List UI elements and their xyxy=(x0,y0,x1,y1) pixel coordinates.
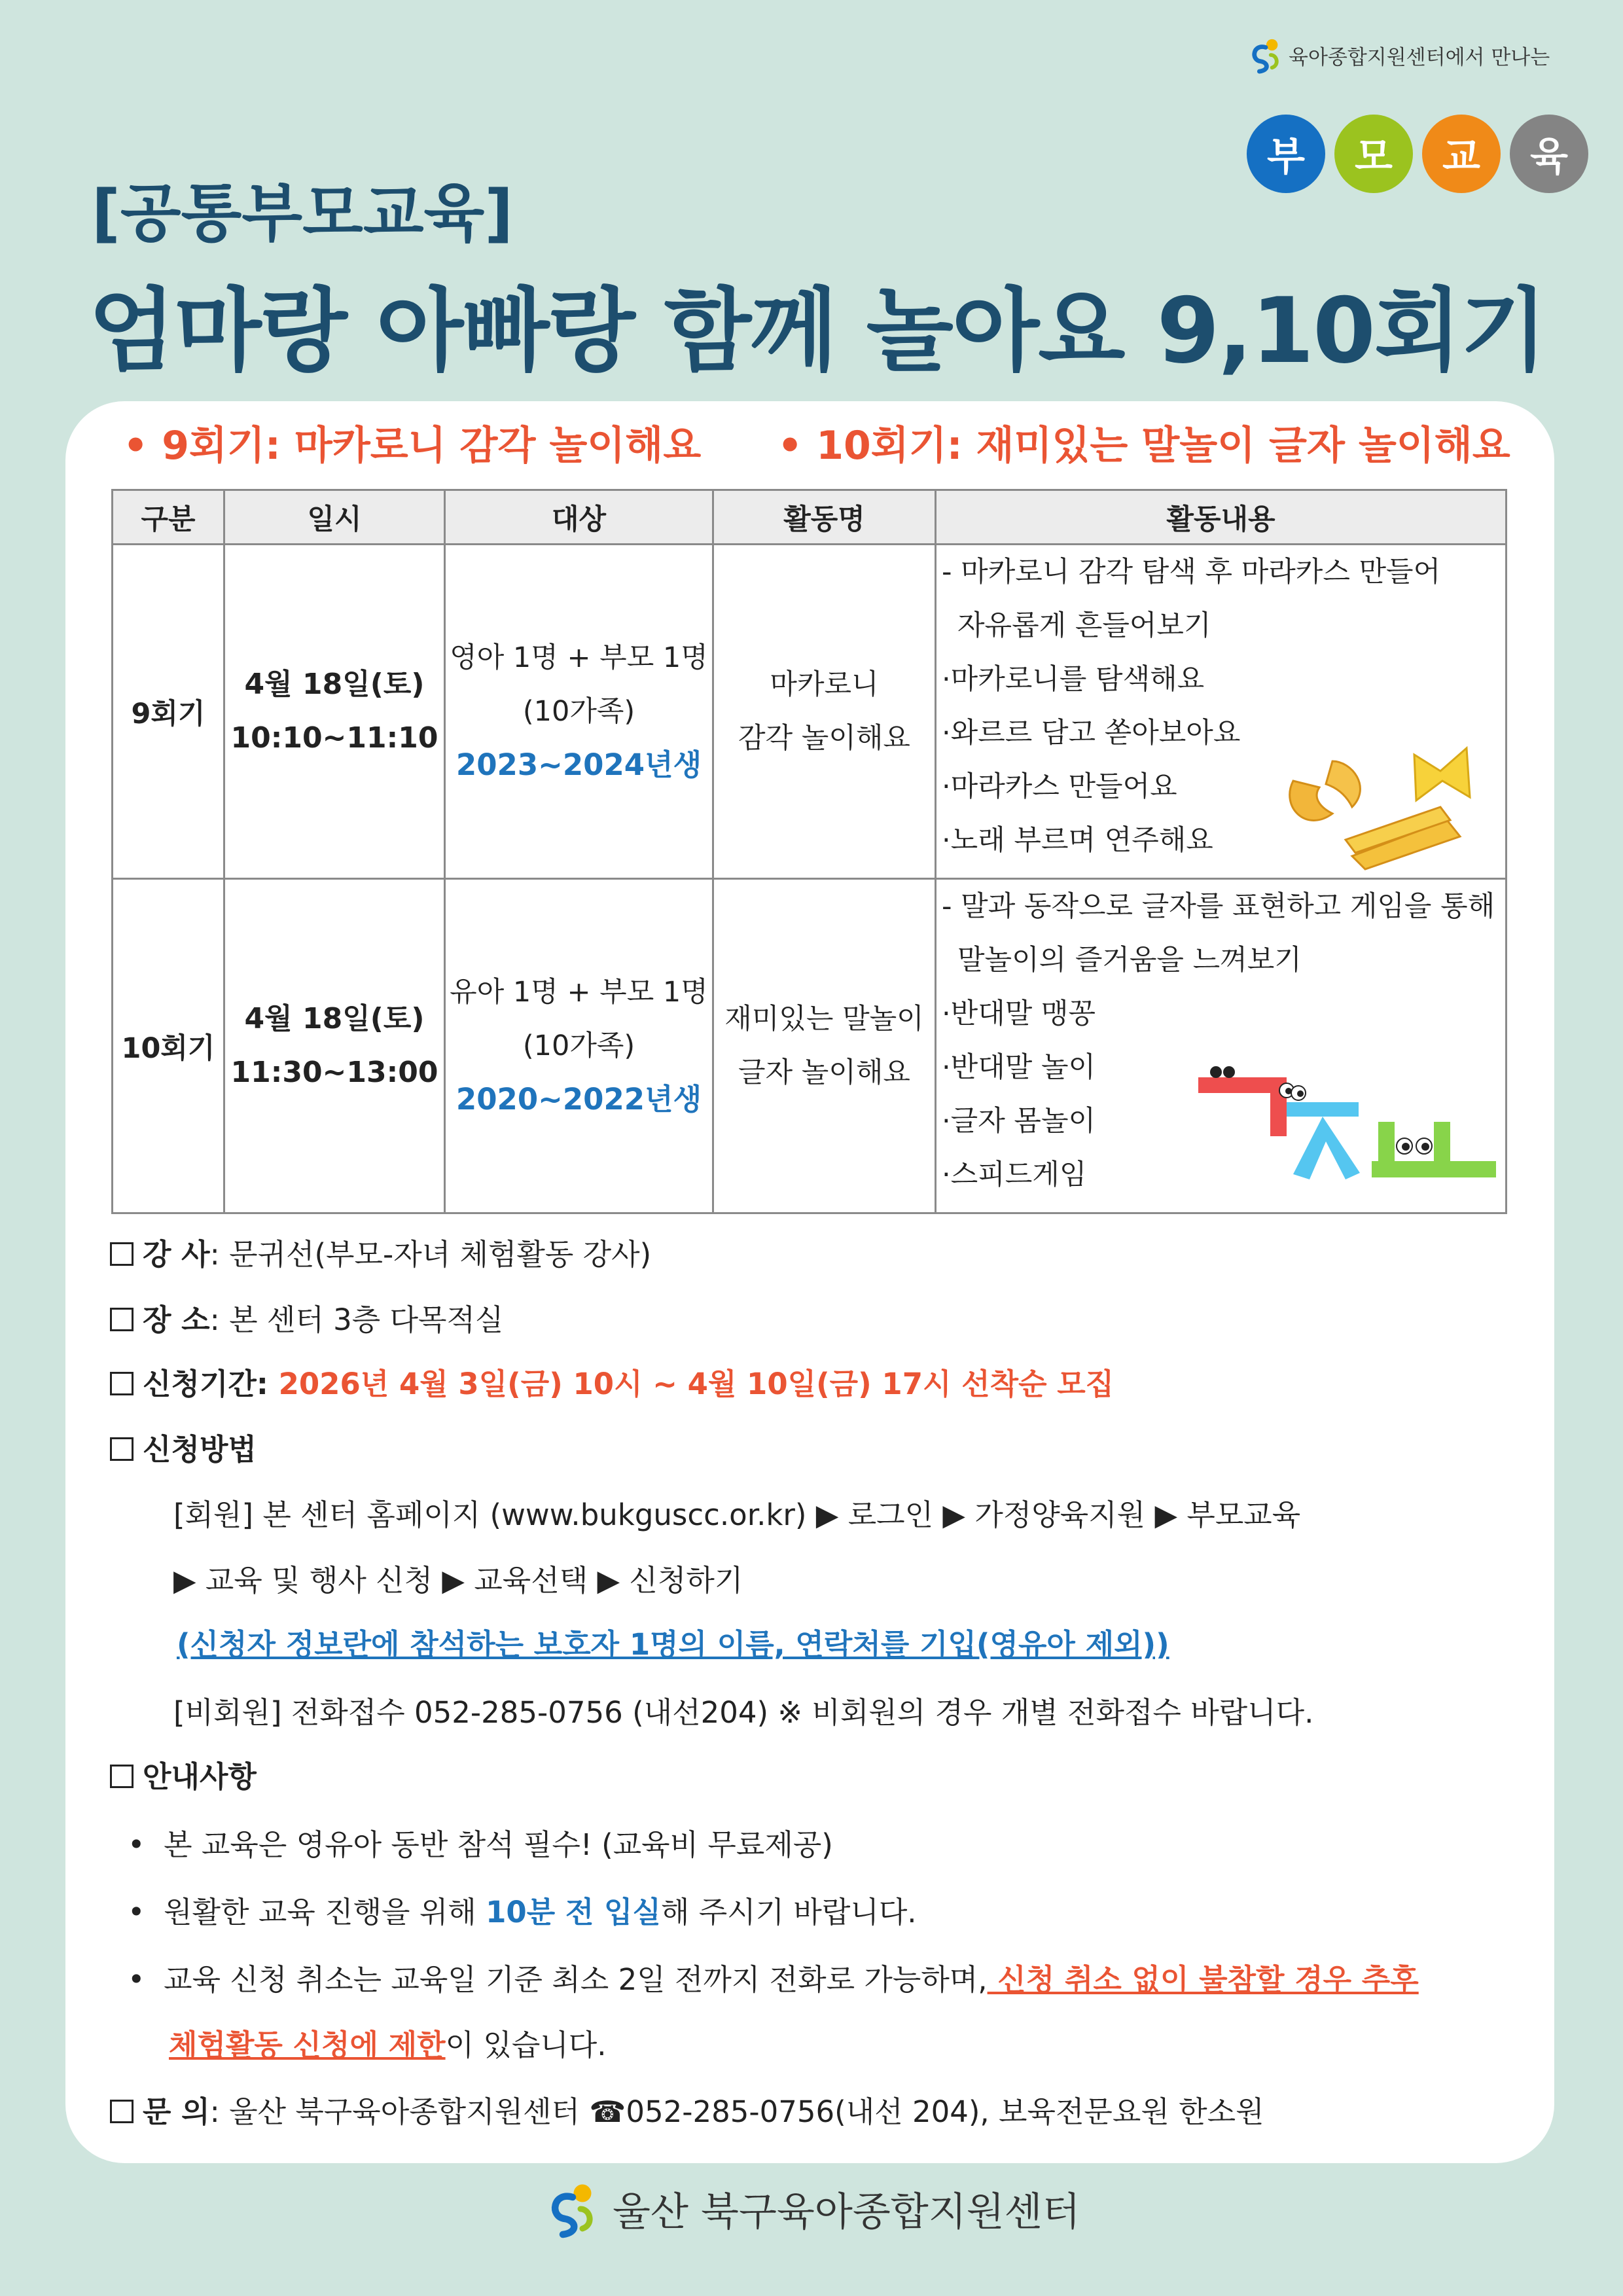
content-cell: - 말과 동작으로 글자를 표현하고 게임을 통해 말놀이의 즐거움을 느껴보기 ·반대말 맹꽁 ·반대말 놀이 ·글자 몸놀이 ·스피드게임 xyxy=(936,879,1507,1213)
badge-yuk: 육 xyxy=(1510,115,1588,193)
header-cell-target: 대상 xyxy=(445,490,713,545)
badge-mo: 모 xyxy=(1334,115,1413,193)
method-line-4: [비회원] 전화접수 052-285-0756 (내선204) ※ 비회원의 경우 개별 전화접수 바랍니다. xyxy=(173,1695,1314,1730)
brand-tagline-text: 육아종합지원센터에서 만나는 xyxy=(1289,45,1550,69)
header-cell-type: 구분 xyxy=(113,490,224,545)
table-header-row xyxy=(113,490,1507,545)
audience-cell: 유아 1명 + 부모 1명 (10가족) 2020~2022년생 xyxy=(445,879,713,1213)
notice-item-3: • 교육 신청 취소는 교육일 기준 최소 2일 전까지 전화로 가능하며, 신청 취소 없이 불참할 경우 추후 xyxy=(128,1962,1419,1997)
brand-tagline-block xyxy=(1247,36,1550,74)
checkbox-square-icon xyxy=(110,1437,134,1461)
parent-education-badges xyxy=(1247,115,1588,193)
checkbox-square-icon xyxy=(110,1765,134,1788)
session-9-heading: • 9회기: 마카로니 감각 놀이해요 xyxy=(123,423,702,469)
row-label: 9회기 xyxy=(113,545,224,879)
macaroni-illustration-icon xyxy=(1274,735,1496,872)
notice-item-3-cont: 체험활동 신청에 제한이 있습니다. xyxy=(169,2028,607,2062)
place-row: 장 소: 본 센터 3층 다목적실 xyxy=(110,1296,503,1338)
content-cell: - 마카로니 감각 탐색 후 마라카스 만들어 자유롭게 흔들어보기 ·마카로니를 탐색해요 ·와르르 담고 쏟아보아요 ·마라카스 만들어요 ·노래 부르며 연주해요 xyxy=(936,545,1507,879)
table-row xyxy=(113,879,1507,1213)
notice-item-2: • 원활한 교육 진행을 위해 10분 전 입실해 주시기 바랍니다. xyxy=(128,1895,917,1929)
checkbox-square-icon xyxy=(110,1308,134,1331)
period-row: 신청기간: 2026년 4월 3일(금) 10시 ~ 4월 10일(금) 17시 선착순 모집 xyxy=(110,1360,1114,1403)
method-line-1: [회원] 본 센터 홈페이지 (www.bukguscc.or.kr) ▶ 로그인 ▶ 가정양육지원 ▶ 부모교육 xyxy=(173,1498,1301,1532)
audience-cell: 영아 1명 + 부모 1명 (10가족) 2023~2024년생 xyxy=(445,545,713,879)
badge-bu: 부 xyxy=(1247,115,1325,193)
method-row: 신청방법 xyxy=(110,1426,257,1468)
page-subtitle: [공통부모교육] xyxy=(92,177,514,250)
checkbox-square-icon xyxy=(110,1242,134,1266)
session-10-heading: • 10회기: 재미있는 말놀이 글자 놀이해요 xyxy=(777,423,1510,469)
date-cell: 4월 18일(토) 11:30~13:00 xyxy=(224,879,445,1213)
notice-row: 안내사항 xyxy=(110,1753,257,1795)
badge-gyo: 교 xyxy=(1422,115,1501,193)
inquiry-row: 문 의: 울산 북구육아종합지원센터 ☎052-285-0756(내선 204), 보육전문요원 한소원 xyxy=(110,2088,1264,2130)
center-logo-icon xyxy=(543,2179,602,2238)
method-line-3: (신청자 정보란에 참석하는 보호자 1명의 이름, 연락처를 기입(영유아 제외)) xyxy=(177,1627,1169,1662)
session-headings xyxy=(123,414,1510,471)
page-title: 엄마랑 아빠랑 함께 놀아요 9,10회기 xyxy=(88,278,1546,384)
center-logo-icon xyxy=(1247,36,1285,74)
date-cell: 4월 18일(토) 10:10~11:10 xyxy=(224,545,445,879)
letter-characters-illustration-icon xyxy=(1195,1063,1503,1194)
schedule-table xyxy=(111,489,1507,1214)
header-cell-activity: 활동명 xyxy=(713,490,936,545)
header-cell-content: 활동내용 xyxy=(936,490,1507,545)
row-label: 10회기 xyxy=(113,879,224,1213)
instructor-row: 강 사: 문귀선(부모-자녀 체험활동 강사) xyxy=(110,1230,651,1273)
checkbox-square-icon xyxy=(110,2100,134,2123)
activity-cell: 마카로니 감각 놀이해요 xyxy=(713,545,936,879)
method-line-2: ▶ 교육 및 행사 신청 ▶ 교육선택 ▶ 신청하기 xyxy=(173,1563,743,1598)
checkbox-square-icon xyxy=(110,1372,134,1395)
notice-item-1: • 본 교육은 영유아 동반 참석 필수! (교육비 무료제공) xyxy=(128,1827,833,1862)
footer-brand xyxy=(543,2179,1080,2238)
table-row xyxy=(113,545,1507,879)
header-cell-datetime: 일시 xyxy=(224,490,445,545)
footer-org-name: 울산 북구육아종합지원센터 xyxy=(613,2189,1080,2235)
activity-cell: 재미있는 말놀이 글자 놀이해요 xyxy=(713,879,936,1213)
